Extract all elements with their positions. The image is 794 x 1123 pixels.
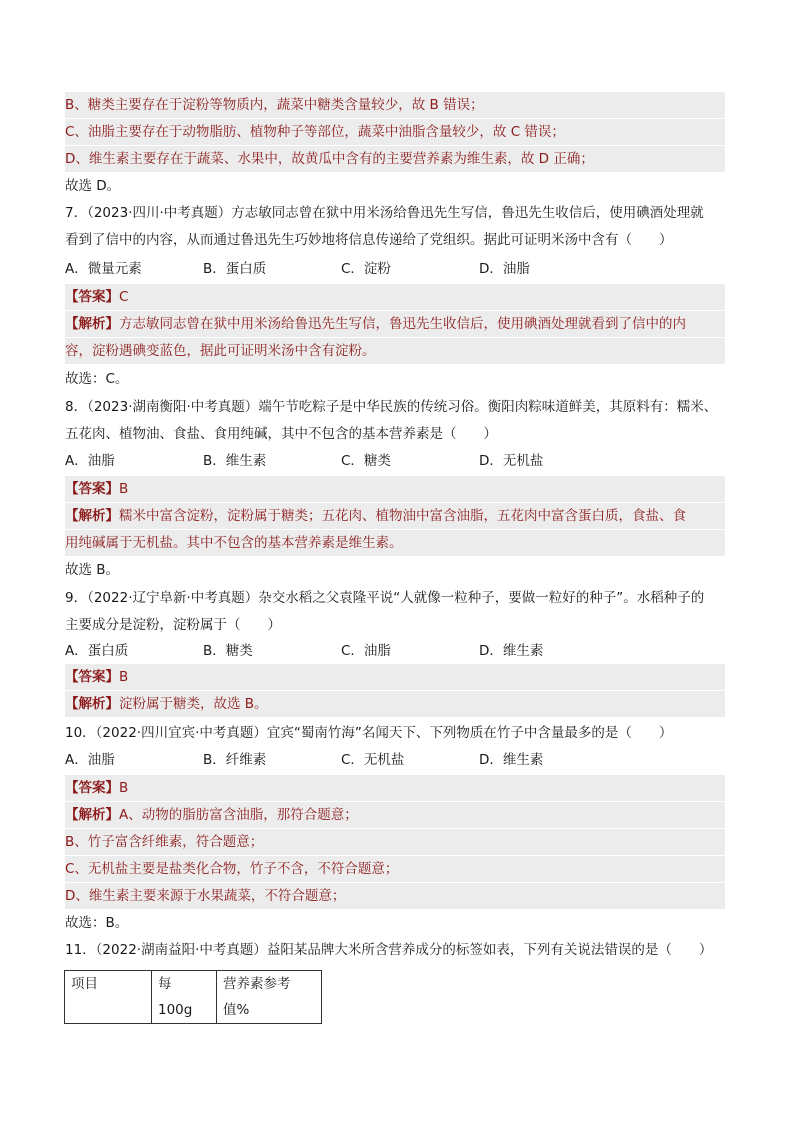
q7-answer-line [65, 284, 725, 310]
q9-option-a: A．蛋白质 [65, 643, 129, 659]
q9-option-d: D．维生素 [479, 643, 544, 659]
answer-tag: 【答案】 [65, 481, 119, 497]
q10-option-a: A．油脂 [65, 752, 115, 768]
q10-stem-line-1: 10．（2022·四川宜宾·中考真题）宜宾“蜀南竹海”名闻天下、下列物质在竹子中含量最多的是（ ） [65, 725, 673, 741]
q7-option-a: A．微量元素 [65, 261, 142, 277]
q7-analysis-line-1 [65, 311, 725, 337]
q9-option-c: C．油脂 [341, 643, 391, 659]
q7-option-d: D．油脂 [479, 261, 530, 277]
q10-analysis-line-4: D、维生素主要来源于水果蔬菜，不符合题意； [65, 883, 725, 909]
q9-option-b: B．糖类 [203, 643, 253, 659]
analysis-line: C、油脂主要存在于动物脂肪、植物种子等部位，蔬菜中油脂含量较少，故 C 错误； [65, 119, 725, 145]
analysis-line: D、维生素主要存在于蔬菜、水果中，故黄瓜中含有的主要营养素为维生素，故 D 正确； [65, 146, 725, 172]
q7-analysis-text: 方志敏同志曾在狱中用米汤给鲁迅先生写信，鲁迅先生收信后，使用碘酒处理就看到了信中的内 [119, 316, 686, 332]
q9-answer-line [65, 664, 725, 690]
q8-option-c: C．糖类 [341, 453, 391, 469]
q8-option-a: A．油脂 [65, 453, 115, 469]
q8-analysis-text: 糯米中富含淀粉，淀粉属于糖类；五花肉、植物油中富含油脂，五花肉中富含蛋白质，食盐、食 [119, 508, 686, 524]
analysis-line: B、糖类主要存在于淀粉等物质内，蔬菜中糖类含量较少，故 B 错误； [65, 92, 725, 118]
q10-option-c: C．无机盐 [341, 752, 405, 768]
q10-analysis-line-2: B、竹子富含纤维素，符合题意； [65, 829, 725, 855]
conclusion-line: 故选 D。 [65, 178, 121, 194]
q8-analysis-line-1 [65, 503, 725, 529]
q8-answer-line [65, 476, 725, 502]
q10-option-b: B．纤维素 [203, 752, 267, 768]
q8-stem-line-1: 8．（2023·湖南衡阳·中考真题）端午节吃粽子是中华民族的传统习俗。衡阳肉粽味道鲜美，其原料有：糯米、 [65, 399, 718, 415]
q7-analysis-line-2: 容，淀粉遇碘变蓝色，据此可证明米汤中含有淀粉。 [65, 338, 725, 364]
q7-option-b: B．蛋白质 [203, 261, 267, 277]
q8-answer: B [119, 481, 129, 497]
q7-answer: C [119, 289, 129, 305]
answer-tag: 【答案】 [65, 780, 119, 796]
q9-analysis-line-1 [65, 691, 725, 717]
q7-stem-line-1: 7．（2023·四川·中考真题）方志敏同志曾在狱中用米汤给鲁迅先生写信，鲁迅先生收信后，使用碘酒处理就 [65, 205, 704, 221]
q9-stem-line-2: 主要成分是淀粉，淀粉属于（ ） [65, 617, 281, 633]
q7-options [65, 256, 725, 282]
table-header-cell: 营养素参考值% [217, 971, 322, 1024]
q8-options [65, 448, 725, 474]
q7-conclusion: 故选：C。 [65, 371, 129, 387]
q11-stem-line-1: 11．（2022·湖南益阳·中考真题）益阳某品牌大米所含营养成分的标签如表，下列有关说法错误的是（ ） [65, 942, 713, 958]
answer-tag: 【答案】 [65, 289, 119, 305]
q10-answer: B [119, 780, 129, 796]
analysis-tag: 【解析】 [65, 696, 119, 712]
q9-options [65, 638, 725, 664]
answer-tag: 【答案】 [65, 669, 119, 685]
nutrition-table [64, 970, 322, 1024]
q10-option-d: D．维生素 [479, 752, 544, 768]
q10-conclusion: 故选：B。 [65, 915, 129, 931]
q9-stem-line-1: 9．（2022·辽宁阜新·中考真题）杂交水稻之父袁隆平说“人就像一粒种子，要做一粒好的种子”。水稻种子的 [65, 590, 705, 606]
table-row [65, 971, 322, 1024]
q10-options [65, 747, 725, 773]
q10-answer-line [65, 775, 725, 801]
q9-answer: B [119, 669, 129, 685]
q10-analysis-text: A、动物的脂肪富含油脂，那符合题意； [119, 807, 358, 823]
q10-analysis-line-1 [65, 802, 725, 828]
q8-option-d: D．无机盐 [479, 453, 544, 469]
q8-conclusion: 故选 B。 [65, 562, 120, 578]
analysis-tag: 【解析】 [65, 316, 119, 332]
table-header-cell: 每 100g [152, 971, 217, 1024]
q7-stem-line-2: 看到了信中的内容，从而通过鲁迅先生巧妙地将信息传递给了党组织。据此可证明米汤中含有（ ） [65, 232, 673, 248]
q9-analysis-text: 淀粉属于糖类，故选 B。 [119, 696, 268, 712]
q7-option-c: C．淀粉 [341, 261, 391, 277]
q8-stem-line-2: 五花肉、植物油、食盐、食用纯碱，其中不包含的基本营养素是（ ） [65, 426, 497, 442]
q8-analysis-line-2: 用纯碱属于无机盐。其中不包含的基本营养素是维生素。 [65, 530, 725, 556]
table-header-cell: 项目 [65, 971, 152, 1024]
q8-option-b: B．维生素 [203, 453, 267, 469]
analysis-tag: 【解析】 [65, 807, 119, 823]
q10-analysis-line-3: C、无机盐主要是盐类化合物，竹子不含，不符合题意； [65, 856, 725, 882]
analysis-tag: 【解析】 [65, 508, 119, 524]
